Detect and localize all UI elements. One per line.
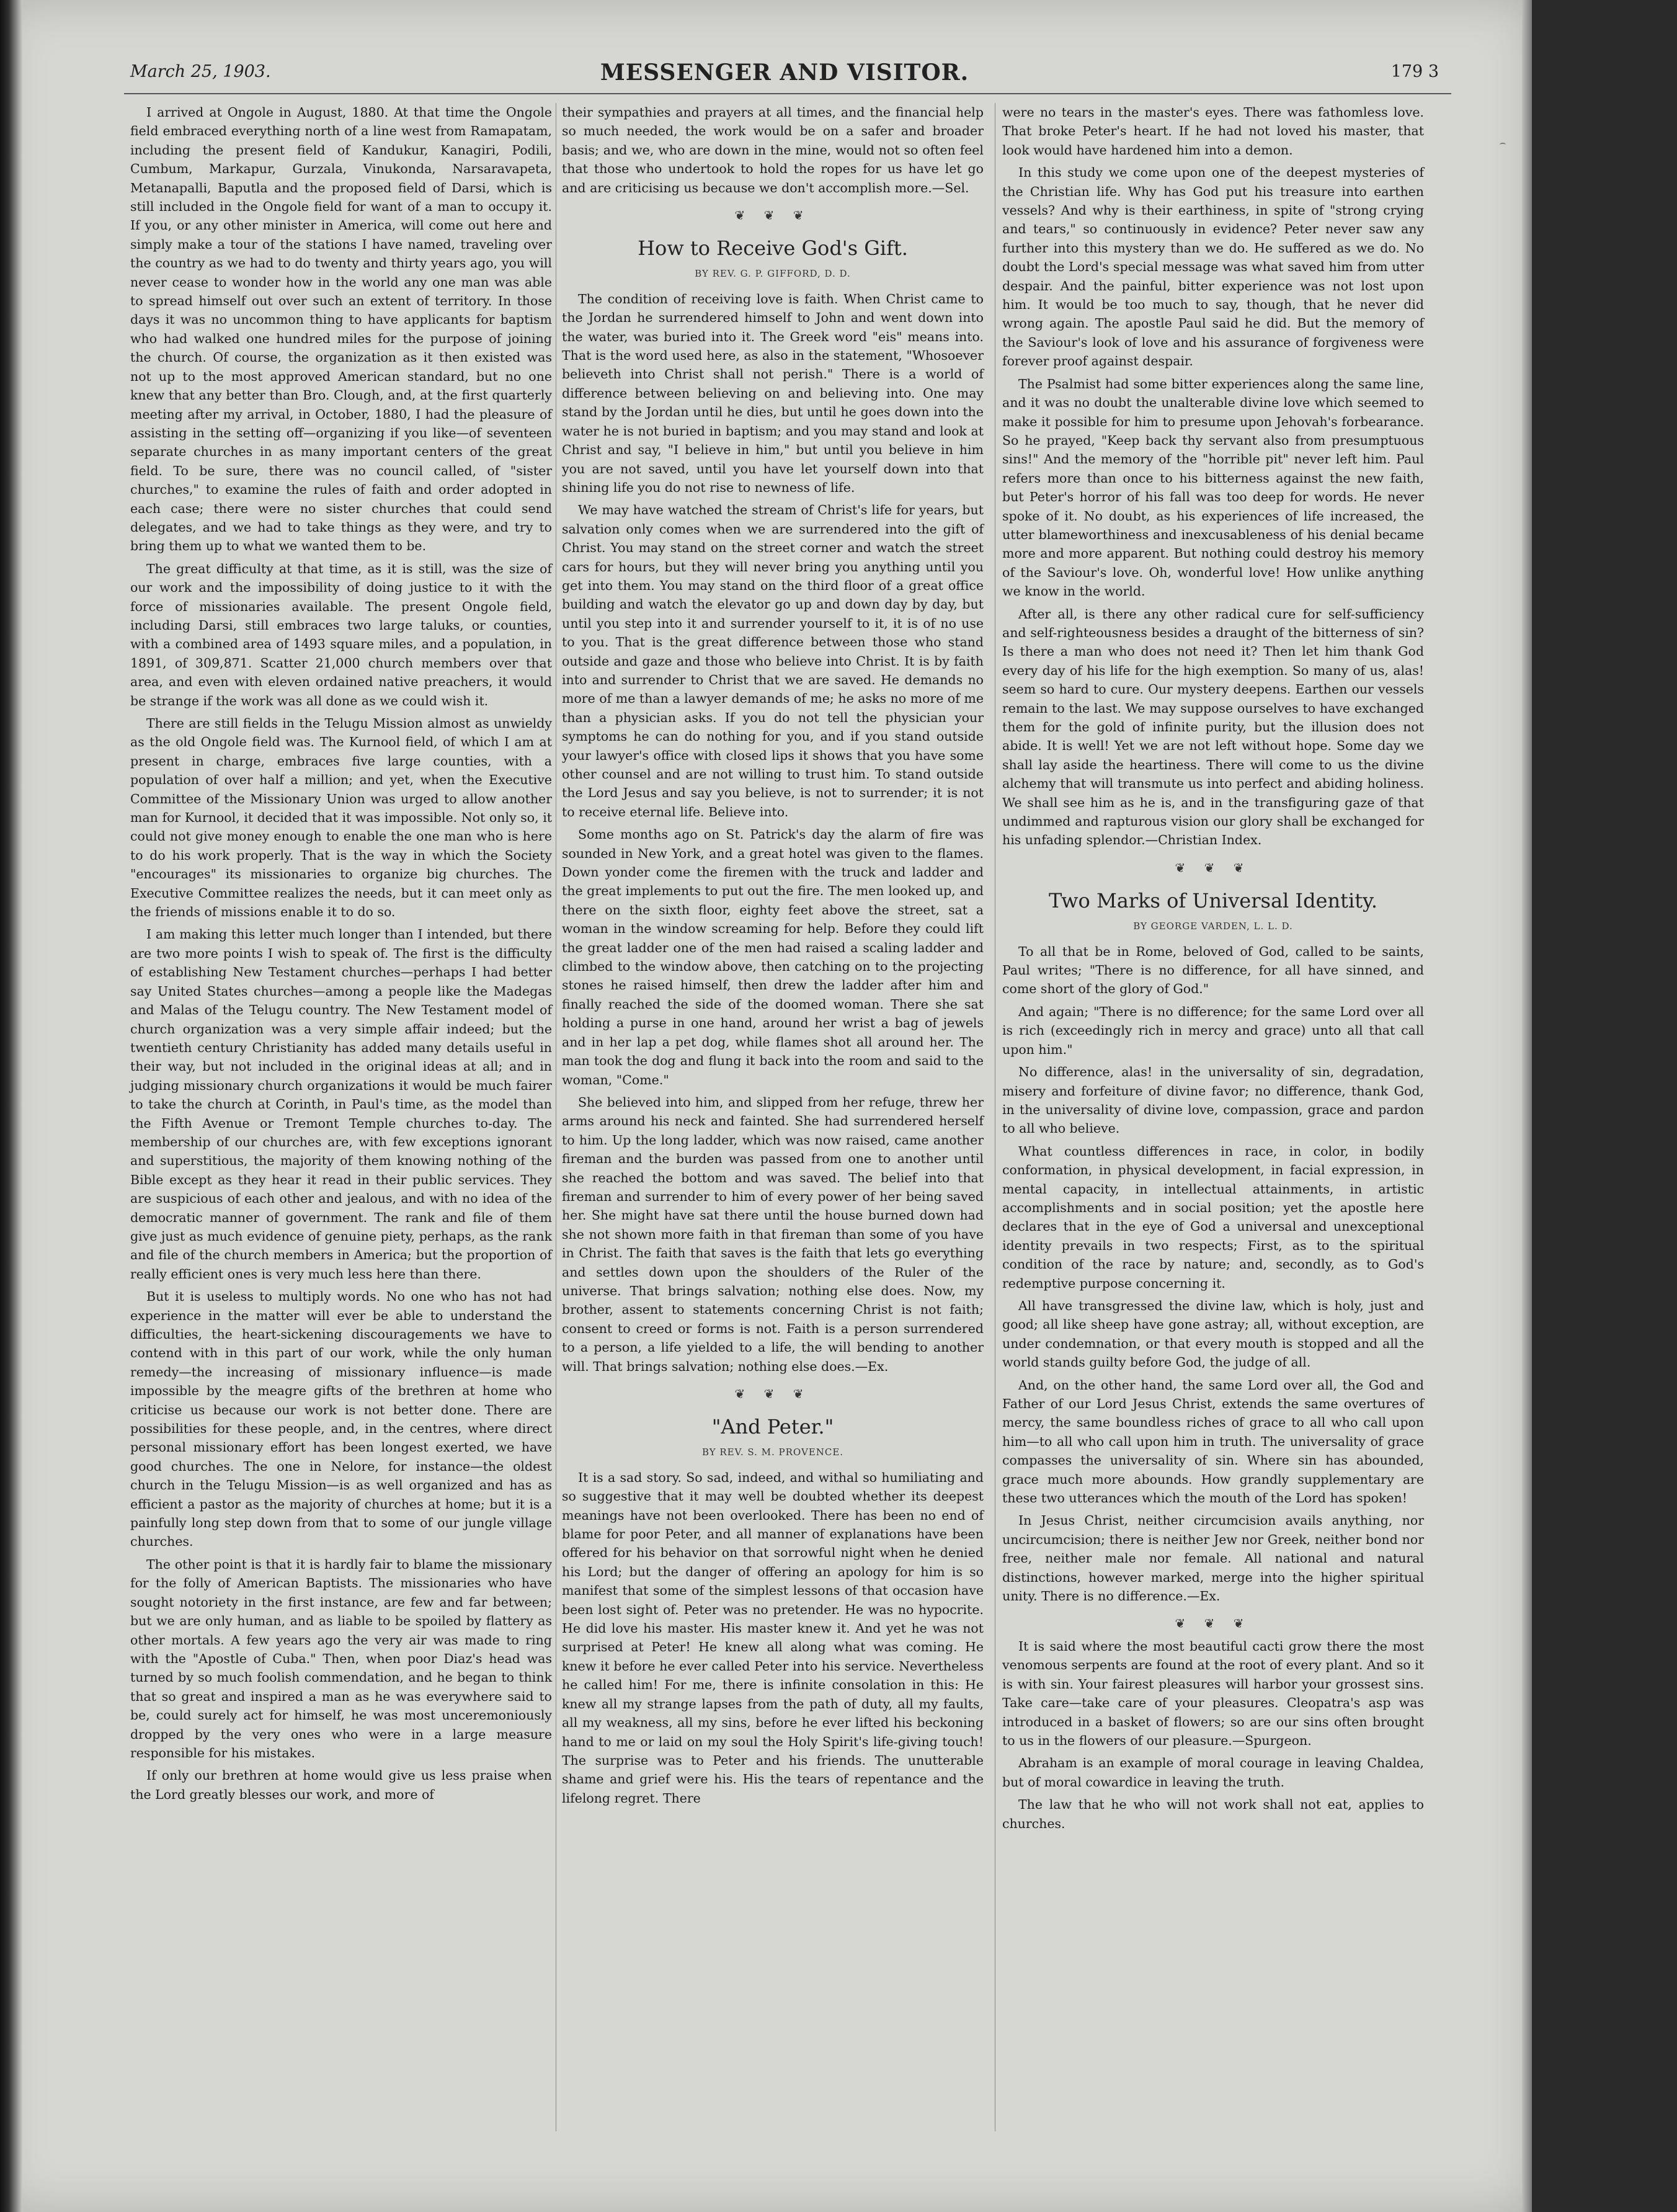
- article-byline: BY GEORGE VARDEN, L. L. D.: [1133, 921, 1293, 932]
- paragraph: their sympathies and prayers at all times, and the financial help so much needed, the work would be on a safer and broader basis; and we, who are down in the mine, would not so often feel that those who undertook to hold the ropes for us have let go and are criticising us because we don't accomplish more.—Sel.: [562, 105, 984, 195]
- ornament-divider: ❦ ❦ ❦: [1175, 860, 1252, 875]
- paragraph: were no tears in the master's eyes. There was fathomless love. That broke Peter's heart. If he had not loved his master, that look would have hardened him into a demon.: [1002, 105, 1424, 158]
- paragraph: If only our brethren at home would give us less praise when the Lord greatly blesses our work, and more of: [130, 1768, 552, 1802]
- scan-left-edge: [0, 0, 22, 2212]
- paragraph: To all that be in Rome, beloved of God, called to be saints, Paul writes; "There is no difference, for all have sinned, and come short of the glory of God.": [1002, 943, 1424, 997]
- paragraph: Abraham is an example of moral courage in leaving Chaldea, but of moral cowardice in leaving the truth.: [1002, 1755, 1424, 1790]
- paragraph: The condition of receiving love is faith. When Christ came to the Jordan he surrendered himself to John and went down into the water, was buried into it. The Greek word "eis" means into. That is the word used here, as also in the statement, "Whosoever believeth into Christ shall not perish." There is a world of difference between believing on and believing into. One may stand by the Jordan until he dies, but until he goes down into the water he is not buried in baptism; and you may stand and look at Christ and say, "I believe in him," but until you believe in him you are not saved, until you have let yourself down into that shining life you do not rise to newness of life.: [562, 291, 984, 495]
- page-header: [124, 60, 1445, 97]
- ornament-divider: ❦ ❦ ❦: [1175, 1616, 1252, 1631]
- column-2: [562, 103, 984, 1811]
- paragraph: The law that he who will not work shall not eat, applies to churches.: [1002, 1797, 1424, 1831]
- paragraph: What countless differences in race, in color, in bodily conformation, in physical development, in facial expression, in mental capacity, in intellectual attainments, in artistic accomplishments and in social position; yet the apostle here declares that in the eye of God a universal and unexceptional identity prevails in two respects; First, as to the spiritual condition of the race by nature; and, secondly, as to God's redemptive purpose concerning it.: [1002, 1143, 1424, 1291]
- paragraph: In Jesus Christ, neither circumcision avails anything, nor uncircumcision; there is neither Jew nor Greek, neither bond nor free, neither male nor female. All national and natural distinctions, however marked, merge into the higher spiritual unity. There is no difference.—Ex.: [1002, 1513, 1424, 1604]
- header-rule: [124, 93, 1451, 94]
- paragraph: It is a sad story. So sad, indeed, and withal so humiliating and so suggestive that it may well be doubted whether its deepest meanings have not been overlooked. There has been no end of blame for poor Peter, and all manner of explanations have been offered for his behavior on that sorrowful night when he denied his Lord; but the danger of offering an apology for him is so manifest that some of the simplest lessons of that occasion have been lost sight of. Peter was no pretender. He was no hypocrite. He did love his master. His master knew it. And yet he was not surprised at Peter! He knew all along what was coming. He knew it before he ever called Peter into his service. Nevertheless he called him! For me, there is infinite consolation in this: He knew all my strange lapses from the path of duty, all my faults, all my weakness, all my sins, before he ever lifted his beckoning hand to me or laid on my soul the Holy Spirit's life-giving touch! The surprise was to Peter and his friends. The unutterable shame and grief were his. His the tears of repentance and the lifelong regret. There: [562, 1469, 984, 1806]
- masthead-title: MESSENGER AND VISITOR.: [600, 60, 969, 86]
- paragraph: She believed into him, and slipped from her refuge, threw her arms around his neck and fainted. She had surrendered herself to him. Up the long ladder, which was now raised, came another fireman and the burden was passed from one to another until she reached the bottom and was saved. The belief into that fireman and surrender to him of every power of her being saved her. She might have sat there until the house burned down had she not shown more faith in that fireman than some of you have in Christ. The faith that saves is the faith that lets go everything and settles down upon the shoulders of the Ruler of the universe. That brings salvation; nothing else does. Now, my brother, assent to statements concerning Christ is not faith; consent to creed or forms is not. Faith is a person surrendered to a person, a life yielded to a life, the will bending to another will. That brings salvation; nothing else does.—Ex.: [562, 1094, 984, 1374]
- page-number: 179 3: [1390, 62, 1439, 81]
- article-byline: BY REV. G. P. GIFFORD, D. D.: [695, 268, 851, 280]
- paragraph: In this study we come upon one of the deepest mysteries of the Christian life. Why has God put his treasure into earthen vessels? And why is their earthiness, in spite of "strong crying and tears," so continuously in evidence? Peter never saw any further into this mystery than we do. He suffered as we do. No doubt the Lord's special message was what saved him from utter despair. And the painful, bitter experience was not lost upon him. It would be too much to say, though, that he never did wrong again. The apostle Paul said he did. But the memory of the Saviour's look of love and his assurance of forgiveness were forever proof against despair.: [1002, 165, 1424, 369]
- issue-date: March 25, 1903.: [130, 62, 271, 81]
- paragraph: No difference, alas! in the universality of sin, degradation, misery and forfeiture of divine favor; no difference, thank God, in the universality of divine love, compassion, grace and pardon to all who believe.: [1002, 1064, 1424, 1136]
- ornament-divider: ❦ ❦ ❦: [734, 1386, 811, 1401]
- column-1: [130, 103, 552, 1808]
- paragraph: And, on the other hand, the same Lord over all, the God and Father of our Lord Jesus Christ, extends the same overtures of mercy, the same boundless riches of grace to all who call upon him—to all who call upon him in truth. The universality of grace compasses the universality of sin. Where sin has abounded, grace much more abounds. How grandly supplementary are these two utterances which the mouth of the Lord has spoken!: [1002, 1377, 1424, 1506]
- paragraph: I am making this letter much longer than I intended, but there are two more points I wish to speak of. The first is the difficulty of establishing New Testament churches—perhaps I had better say United States churches—among a people like the Madegas and Malas of the Telugu country. The New Testament model of church organization was a very simple affair indeed; but the twentieth century Christianity has added many details useful in their way, but not included in the original ideas at all; and in judging missionary church organizations it would be much fairer to take the church at Corinth, in Paul's time, as the model than the Fifth Avenue or Tremont Temple churches to-day. The membership of our churches are, with few exceptions ignorant and superstitious, the majority of them knowing nothing of the Bible except as they hear it read in their public services. They are suspicious of each other and jealous, and with no idea of the democratic manner of government. The rank and file of them give just as much evidence of genuine piety, perhaps, as the rank and file of the church members in America; but the proportion of really efficient ones is very much less here than there.: [130, 927, 552, 1282]
- paragraph: I arrived at Ongole in August, 1880. At that time the Ongole field embraced everything north of a line west from Ramapatam, including the present field of Kandukur, Kanagiri, Podili, Cumbum, Markapur, Gurzala, Vinukonda, Narsaravapeta, Metanapalli, Baputla and the proposed field of Darsi, which is still included in the Ongole field for want of a man to occupy it. If you, or any other minister in America, will come out here and simply make a tour of the stations I have named, traveling over the country as we had to do twenty and thirty years ago, you will never cease to wonder how in the world any one man was able to spread himself out over such an extent of territory. In those days it was no uncommon thing to have applicants for baptism who had walked one hundred miles for the purpose of joining the church. Of course, the organization as it then existed was not up to the most approved American standard, but no one knew that any better than Bro. Clough, and, at the first quarterly meeting after my arrival, in October, 1880, I had the pleasure of assisting in the setting off—organizing if you like—of seventeen separate churches in as many important centers of the great field. To be sure, there was no council called, of "sister churches," to examine the rules of faith and order adopted in each case; there were no sister churches that could send delegates, and we had to take things as they were, and try to bring them up to what we wanted them to be.: [130, 105, 552, 554]
- paragraph: The other point is that it is hardly fair to blame the missionary for the folly of American Baptists. The missionaries who have sought notoriety in the first instance, are few and far between; but we are only human, and as liable to be spoiled by flattery as other mortals. A few years ago the very air was made to ring with the "Apostle of Cuba." Then, when poor Diaz's head was turned by so much foolish commendation, and he began to think that so great and inspired a man as he was everywhere said to be, could surely act for himself, he was most unceremoniously dropped by the very ones who were in a large measure responsible for his mistakes.: [130, 1556, 552, 1760]
- article-title: How to Receive God's Gift.: [638, 236, 908, 261]
- scan-mark: [1500, 143, 1506, 146]
- paragraph: Some months ago on St. Patrick's day the alarm of fire was sounded in New York, and a great hotel was given to the flames. Down yonder come the firemen with the truck and ladder and the great implements to put out the fire. The men looked up, and there on the sixth floor, eighty feet above the street, sat a woman in the window screaming for help. Before they could lift the great ladder one of the men had raised a scaling ladder and climbed to the window above, then catching on to the projecting stones he raised himself, then drew the ladder after him and finally reached the side of the doomed woman. There she sat holding a purse in one hand, around her wrist a bag of jewels and in her lap a pet dog, while flames shot all around her. The man took the dog and flung it back into the room and said to the woman, "Come.": [562, 827, 984, 1087]
- article-title: "And Peter.": [711, 1415, 834, 1439]
- paragraph: But it is useless to multiply words. No one who has not had experience in the matter will ever be able to understand the difficulties, the heart-sickening discouragements we have to contend with in this part of our work, while the only human remedy—the increasing of missionary influence—is made impossible by the meagre gifts of the brethren at home who criticise us because our work is not better done. There are possibilities for these people, and, in the centres, where direct personal missionary effort has been longest exerted, we have good churches. The one in Nelore, for instance—the oldest church in the Telugu Mission—is as well organized and has as efficient a pastor as the majority of churches at home; but it is a painfully long step down from that to some of our jungle village churches.: [130, 1289, 552, 1550]
- paragraph: The Psalmist had some bitter experiences along the same line, and it was no doubt the unalterable divine love which seemed to make it possible for him to presume upon Jehovah's forbearance. So he prayed, "Keep back thy servant also from presumptuous sins!" And the memory of the "horrible pit" never left him. Paul refers more than once to his bitterness against the new faith, but Peter's horror of his fall was too deep for words. He never spoke of it. No doubt, as his experiences of life increased, the utter blameworthiness and inexcusableness of his denial became more and more apparent. But nothing could destroy his memory of the Saviour's love. Oh, wonderful love! How unlike anything we know in the world.: [1002, 376, 1424, 599]
- paragraph: All have transgressed the divine law, which is holy, just and good; all like sheep have gone astray; all, without exception, are under condemnation, or that every mouth is stopped and all the world stands guilty before God, the judge of all.: [1002, 1298, 1424, 1370]
- paragraph: After all, is there any other radical cure for self-sufficiency and self-righteousness besides a draught of the bitterness of sin? Is there a man who does not need it? Then let him thank God every day of his life for the high exemption. So many of us, alas! seem so hard to cure. Our mystery deepens. Earthen our vessels remain to the last. We may suppose ourselves to have exchanged them for the gold of infinite purity, but the illusion does not abide. It is well! Yet we are not left without hope. Some day we shall lay aside the heartiness. There will come to us the divine alchemy that will transmute us into perfect and abiding holiness. We shall see him as he is, and in the transfiguring gaze of that undimmed and rapturous vision our glory shall be exchanged for his unfading splendor.—Christian Index.: [1002, 606, 1424, 848]
- column-3: [1002, 103, 1424, 1837]
- scan-right-edge: [1522, 0, 1532, 2212]
- paragraph: There are still fields in the Telugu Mission almost as unwieldy as the old Ongole field was. The Kurnool field, of which I am at present in charge, embraces five large counties, with a population of over half a million; and yet, when the Executive Committee of the Missionary Union was urged to allow another man for Kurnool, it decided that it was impossible. Not only so, it could not give money enough to enable the one man who is here to do his work properly. That is the way in which the Society "encourages" its missionaries to organize big churches. The Executive Committee realizes the needs, but it can meet only as the friends of missions enable it to do so.: [130, 716, 552, 920]
- article-title: Two Marks of Universal Identity.: [1048, 889, 1378, 913]
- paragraph: We may have watched the stream of Christ's life for years, but salvation only comes when we are surrendered into the gift of Christ. You may stand on the street corner and watch the street cars for hours, but they will never bring you anything until you get into them. You may stand on the third floor of a great office building and watch the elevator go up and down day by day, but until you step into it and surrender yourself to it, it is of no use to you. That is the great difference between those who stand outside and gaze and those who believe into Christ. It is by faith into and surrender to Christ that we are saved. He demands no more of me than a lawyer demands of me; he asks no more of me than a physician asks. If you do not tell the physician your symptoms he can do nothing for you, and if you stand outside your lawyer's office with closed lips it shows that you have some other counsel and are not willing to trust him. To stand outside the Lord Jesus and say you believe, is not to surrender; it is not to receive eternal life. Believe into.: [562, 502, 984, 819]
- paragraph: The great difficulty at that time, as it is still, was the size of our work and the impossibility of doing justice to it with the force of missionaries available. The present Ongole field, including Darsi, still embraces two large taluks, or counties, with a combined area of 1493 square miles, and a population, in 1891, of 309,871. Scatter 21,000 church members over that area, and even with eleven ordained native preachers, it would be strange if the work was all done as we could wish it.: [130, 561, 552, 708]
- paragraph: It is said where the most beautiful cacti grow there the most venomous serpents are found at the root of every plant. And so it is with sin. Your fairest pleasures will harbor your grossest sins. Take care—take care of your pleasures. Cleopatra's asp was introduced in a basket of flowers; so are our sins often brought to us in the flowers of our pleasure.—Spurgeon.: [1002, 1638, 1424, 1748]
- ornament-divider: ❦ ❦ ❦: [734, 208, 811, 223]
- article-byline: BY REV. S. M. PROVENCE.: [701, 1447, 844, 1458]
- paragraph: And again; "There is no difference; for the same Lord over all is rich (exceedingly rich in mercy and grace) unto all that call upon him.": [1002, 1004, 1424, 1057]
